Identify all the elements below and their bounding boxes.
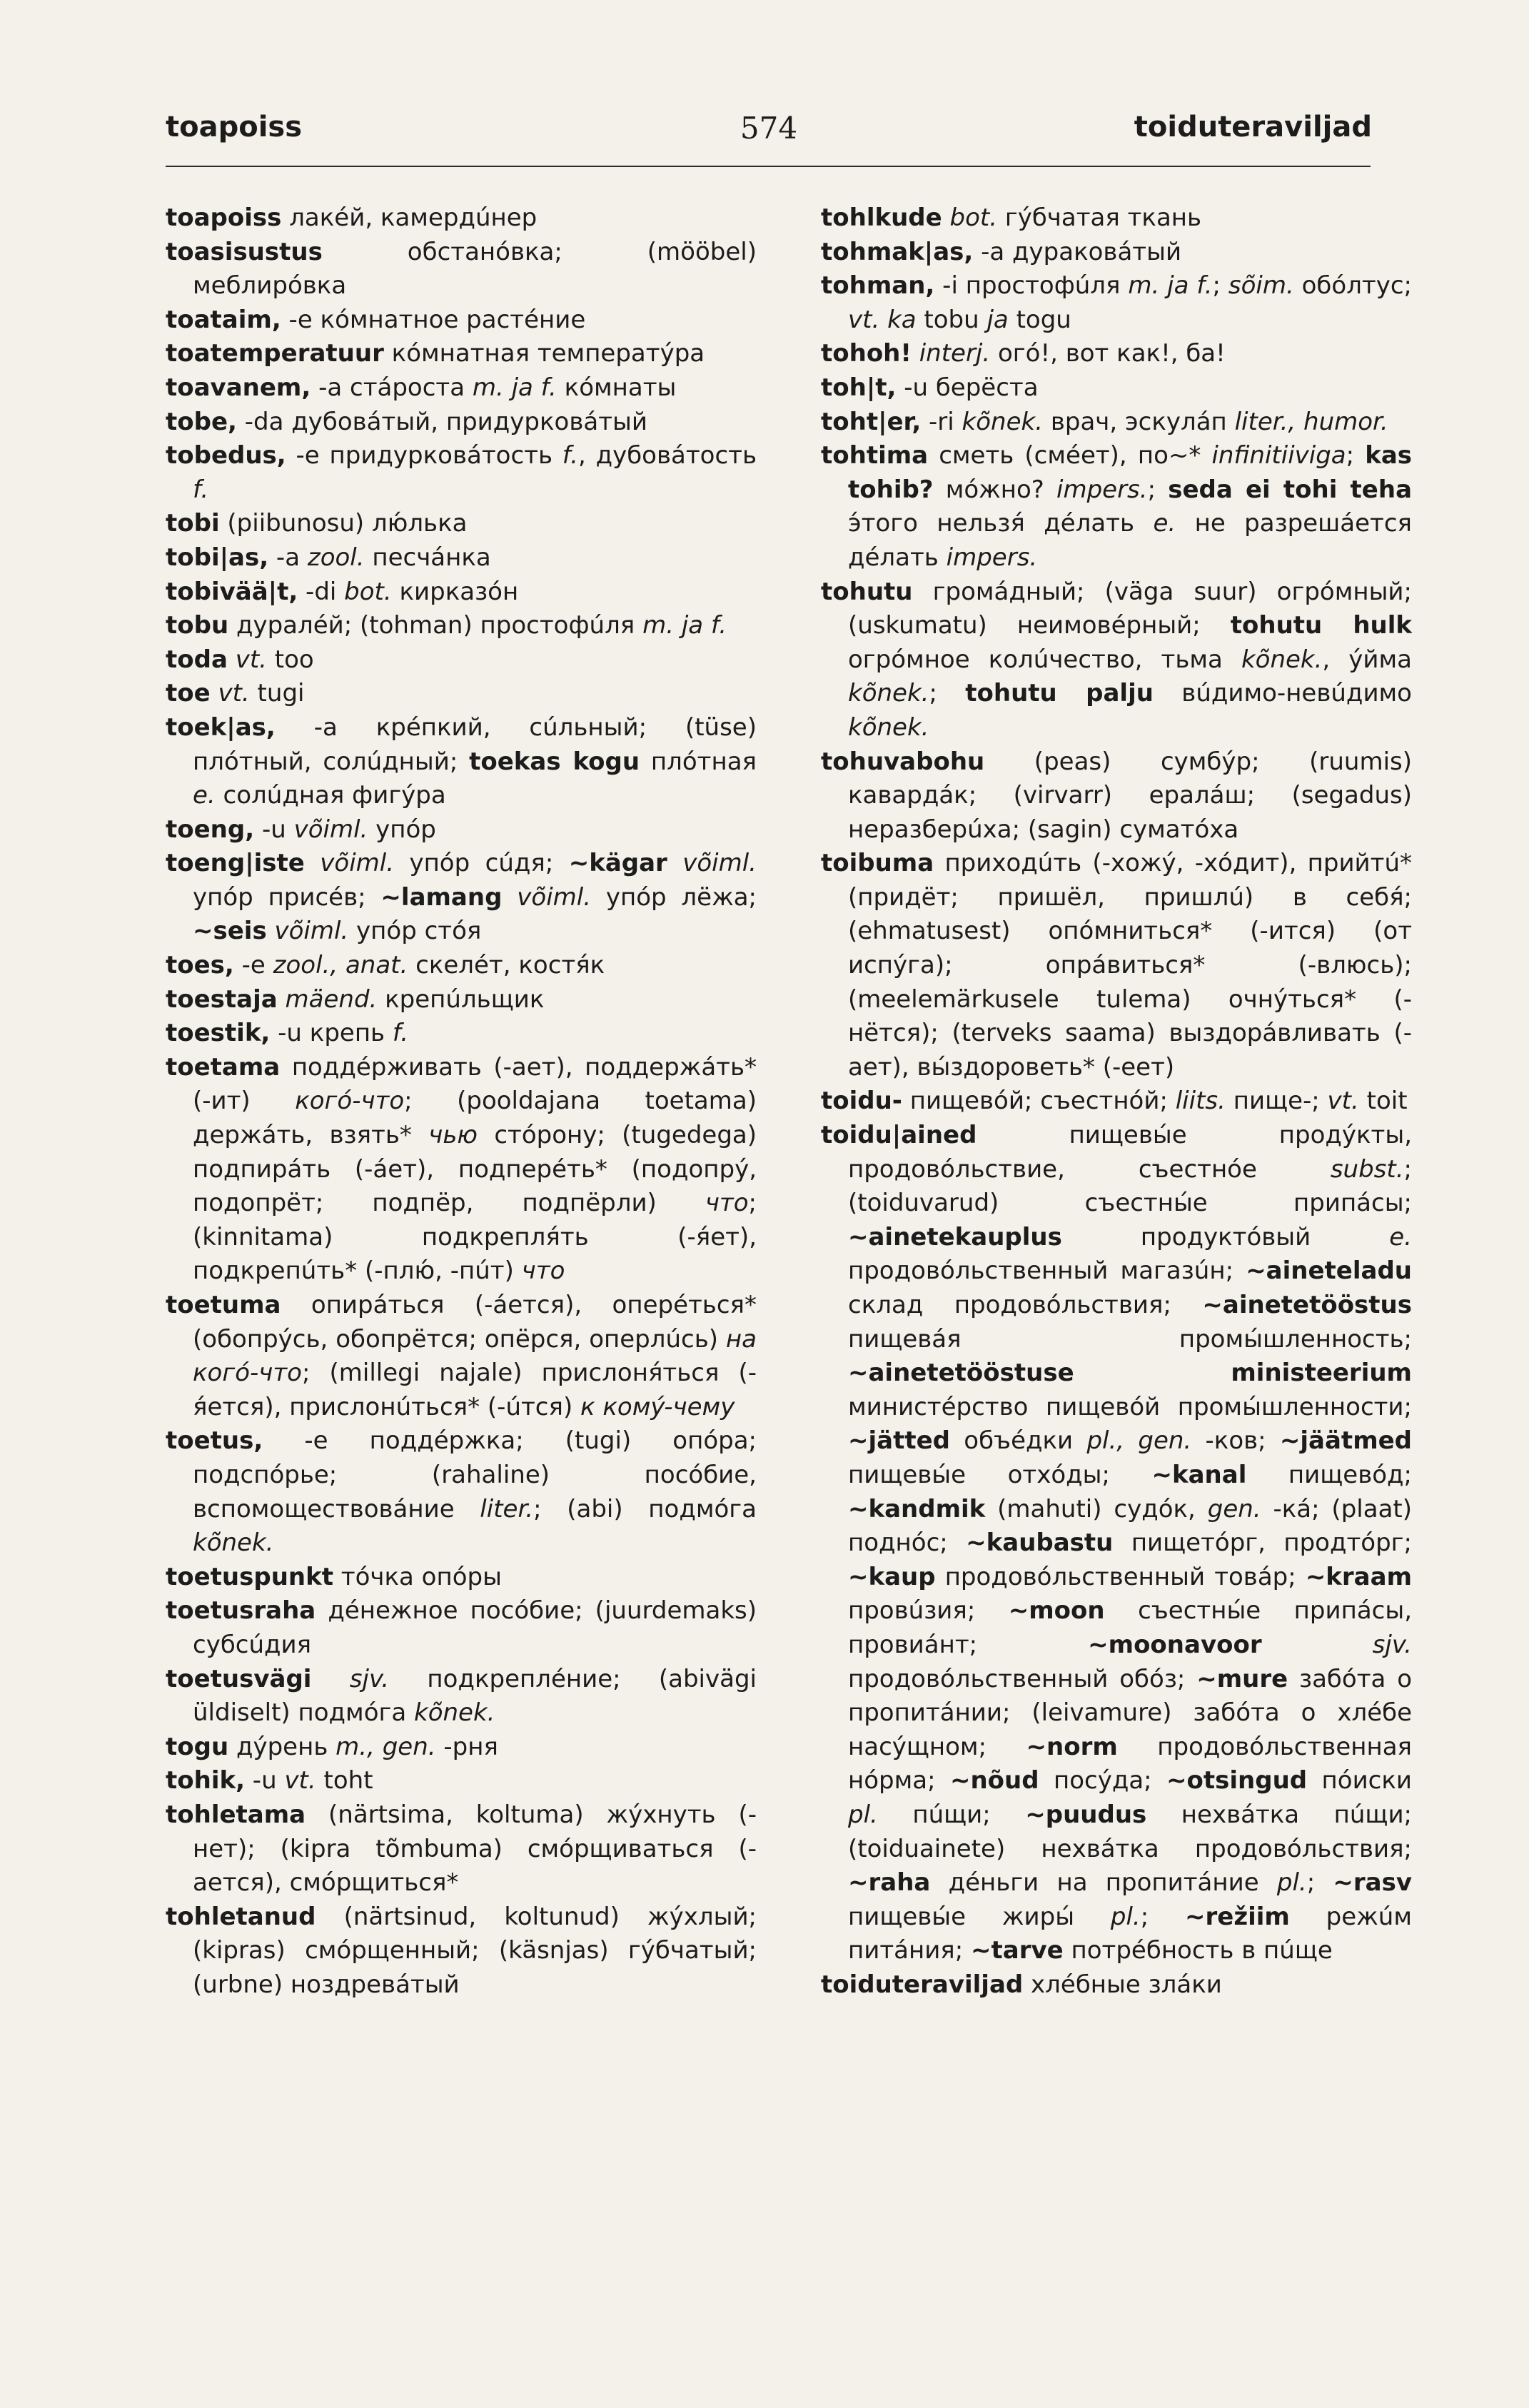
definition-text: пищевы́е отхóды; (848, 1460, 1152, 1489)
definition-text: подкреплéние; (abivägi üldiselt) подмóга (193, 1664, 757, 1728)
definition-text: обóлтус; (1293, 271, 1413, 301)
definition-text: песчáнка (364, 543, 491, 572)
headword: ~norm (1026, 1732, 1118, 1761)
definition-text: поддéрживать (-ает), поддержáть* (-ит) (193, 1052, 757, 1116)
grammar-label: vt. (1327, 1087, 1359, 1116)
definition-text: кóмнаты (556, 373, 677, 402)
definition-text: ; (1346, 441, 1366, 470)
definition-text: -u крепь (270, 1019, 393, 1048)
headword: ~kanal (1151, 1460, 1247, 1489)
headword: tobedus, (166, 441, 286, 470)
definition-text: ; (1147, 475, 1169, 504)
definition-text (502, 883, 517, 912)
grammar-label: interj. (919, 339, 991, 368)
headword: ~rasv (1333, 1868, 1413, 1898)
definition-text: tugi (249, 679, 305, 708)
headword: toe (166, 679, 211, 708)
right-guide-word: toiduteraviljad (1134, 111, 1372, 143)
headword: toavanem, (166, 373, 311, 402)
definition-text: , дубовáтость (577, 441, 757, 470)
grammar-label: võiml. (293, 815, 368, 844)
headword: tobi|as, (166, 543, 269, 572)
headword: ~mure (1196, 1664, 1288, 1693)
definition-text: too (266, 645, 314, 674)
definition-text: -рня (435, 1732, 498, 1761)
dictionary-entry (821, 236, 1412, 270)
grammar-label: когó-что (295, 1087, 405, 1116)
grammar-label: mäend. (285, 984, 378, 1014)
grammar-label: ja (986, 305, 1009, 334)
dictionary-entry (166, 1424, 757, 1560)
definition-text: -e поддéржка; (tugi) опóра; подспóрье; (rahaline) посóбие, вспомоществовáние (193, 1426, 757, 1523)
headword: ~moon (1008, 1596, 1105, 1626)
definition-text: пищевáя промы́шленность; (848, 1324, 1412, 1354)
definition-text: стóрону; (tugedega) подпирáть (-áет), подперéть* (подопрý, подопрёт; подпёр, подпёрли) (193, 1121, 757, 1218)
definition-text: пóиски (1307, 1766, 1412, 1795)
definition-text: пище-; (1225, 1087, 1328, 1116)
dictionary-entry (166, 677, 757, 711)
definition-text: -u берёста (896, 373, 1039, 402)
definition-text: ; (millegi najale) прислоня́ться (-я́ется), прислонúться* (-úтся) (193, 1359, 757, 1421)
dictionary-entry (166, 1798, 757, 1900)
dictionary-entry (821, 439, 1412, 575)
headword: ~ainetetööstuse ministeerium (848, 1359, 1412, 1388)
headword: toestaja (166, 984, 278, 1014)
headword: tohmak|as, (821, 237, 974, 266)
headword: toetus, (166, 1426, 263, 1456)
definition-text: пищетóрг, продтóрг; (1113, 1528, 1413, 1558)
definition-text: хлéбные злáки (1023, 1970, 1222, 1999)
headword: ~kaup (848, 1562, 936, 1591)
headword: toetuspunkt (166, 1562, 333, 1591)
headword: toeng|iste (166, 849, 305, 878)
headword: kas tohib? (848, 441, 1412, 504)
dictionary-entry (166, 643, 757, 677)
definition-text: -a крéпкий, сúльный; (tüse) плóтный, солúдный; (193, 712, 757, 776)
headword: tobe, (166, 407, 237, 436)
headword: toatemperatuur (166, 339, 384, 368)
definition-text: пищевы́е жиры́ (848, 1902, 1111, 1931)
definition-text: -da дубовáтый, придурковáтый (236, 407, 647, 436)
headword: toiduteraviljad (821, 1970, 1024, 1999)
dictionary-entry (821, 337, 1412, 371)
definition-text: пищевóд; (1246, 1460, 1412, 1489)
grammar-label: kõnek. (193, 1528, 274, 1558)
definition-text: дуралéй; (tohman) простофúля (228, 611, 643, 640)
dictionary-entry (166, 813, 757, 847)
definition-text: гýбчатая ткань (997, 203, 1202, 232)
definition-text: дýрень (228, 1732, 336, 1761)
dictionary-entry (166, 303, 757, 338)
definition-text: тóчка опóры (333, 1562, 502, 1591)
dictionary-entry (166, 541, 757, 575)
definition-text (305, 849, 320, 877)
definition-text: продовóльственный товáр; (935, 1562, 1306, 1591)
grammar-label: vt. (235, 645, 267, 674)
headword: ~nõud (949, 1766, 1039, 1795)
grammar-label: impers. (946, 543, 1038, 572)
definition-text: -a (268, 543, 308, 572)
definition-text: togu (1008, 305, 1071, 334)
headword: ~otsingud (1166, 1766, 1308, 1795)
grammar-label: vt. ka (848, 305, 917, 334)
definition-text: продуктóвый (1061, 1222, 1390, 1251)
headword: ~kaubastu (966, 1528, 1114, 1558)
definition-text: (mahuti) судóк, (985, 1494, 1208, 1523)
definition-text: пúщи; (877, 1800, 1026, 1829)
headword: ~moonavoor (1088, 1630, 1262, 1659)
grammar-label: pl. (1276, 1868, 1307, 1898)
dictionary-entry (166, 1594, 757, 1662)
dictionary-entry (166, 847, 757, 949)
headword: tobu (166, 611, 229, 640)
definition-text (912, 339, 919, 368)
grammar-label: bot. (949, 203, 998, 232)
headword: tobi (166, 509, 220, 538)
definition-text: упóр присéв; (193, 882, 381, 912)
dictionary-entry (166, 1051, 757, 1289)
definition-text: ; (1140, 1902, 1185, 1931)
grammar-label: e. (1153, 509, 1176, 538)
headword: ~tarve (971, 1936, 1064, 1965)
definition-text: забóта о пропитáнии; (leivamure) забóта о хлéбе насýщном; (848, 1664, 1412, 1761)
definition-text: -e (233, 951, 273, 980)
definition-text: режúм питáния; (848, 1902, 1412, 1965)
headword: tohtima (821, 441, 929, 470)
definition-text: (piibunosu) лю́лька (219, 509, 468, 538)
page-number: 574 (740, 111, 798, 146)
dictionary-entry (166, 1561, 757, 1595)
headword: ~jätted (848, 1426, 950, 1456)
definition-text: ; (1306, 1868, 1333, 1898)
headword: ~režiim (1185, 1902, 1290, 1931)
grammar-label: m. ja f. (472, 373, 557, 402)
definition-text: съестны́е припáсы, провиáнт; (848, 1596, 1413, 1659)
headword: ~seis (193, 917, 267, 946)
definition-text: министéрство пищевóй промы́шленности; (848, 1392, 1412, 1421)
definition-text: , ýйма (1322, 645, 1412, 674)
headword: toidu|ained (821, 1121, 977, 1150)
headword: ~ainetetööstus (1202, 1291, 1412, 1319)
headword: ~ainetekauplus (848, 1222, 1062, 1251)
dictionary-entry (166, 1731, 757, 1765)
grammar-label: чью (428, 1121, 478, 1150)
dictionary-entry (166, 983, 757, 1017)
dictionary-entry (166, 371, 757, 405)
definition-text: tobu (916, 305, 987, 334)
definition-text: сметь (смéет), по~* (928, 441, 1212, 470)
headword: toeng, (166, 815, 255, 844)
grammar-label: kõnek. (414, 1698, 495, 1728)
grammar-label: к комý-чему (580, 1392, 735, 1421)
headword: togu (166, 1732, 229, 1761)
grammar-label: kõnek. (1241, 645, 1323, 674)
grammar-label: sõim. (1228, 271, 1294, 301)
grammar-label: e. (193, 781, 216, 810)
definition-text: -a дуракова́тый (973, 237, 1182, 266)
grammar-label: vt. (218, 679, 250, 708)
headword: tohoh! (821, 339, 912, 368)
definition-text: ; (toiduvarud) съестны́е припáсы; (848, 1154, 1412, 1218)
grammar-label: infinitiiviga (1211, 441, 1346, 470)
definition-text: пищевы́е продýкты, продовóльствие, съестнóе (848, 1121, 1412, 1184)
grammar-label: e. (1389, 1222, 1412, 1251)
grammar-label: kõnek. (848, 679, 929, 708)
headword: ~puudus (1025, 1800, 1147, 1829)
headword: ~lamang (380, 882, 503, 912)
definition-text: скелéт, костя́к (408, 951, 605, 980)
headword: ~kraam (1305, 1562, 1412, 1591)
definition-text (311, 1665, 349, 1693)
definition-text: (närtsima, koltuma) жýхнуть (-нет); (kipra tõmbuma) смóрщиваться (-ается), смóрщиться* (193, 1800, 757, 1898)
definition-text: кóмнатная температýра (383, 339, 705, 368)
headword: toekas kogu (469, 747, 640, 776)
headword: tohutu hulk (1230, 611, 1412, 640)
dictionary-entry (821, 201, 1412, 236)
definition-text: мóжно? (933, 475, 1057, 504)
dictionary-entry (821, 1084, 1412, 1119)
headword: toetusvägi (166, 1664, 312, 1693)
dictionary-entry (821, 575, 1412, 745)
grammar-label: vt. (284, 1766, 316, 1795)
definition-text: нехвáтка пúщи; (toiduainete) нехвáтка продовóльствия; (848, 1800, 1412, 1863)
definition-text: вúдимо-невúдимо (1153, 679, 1412, 708)
dictionary-entry (166, 1900, 757, 2003)
right-column (821, 201, 1412, 2002)
definition-text: -ri (921, 407, 962, 436)
headword: toek|as, (166, 712, 276, 742)
headword: toetama (166, 1052, 281, 1082)
grammar-label: что (705, 1189, 749, 1218)
grammar-label: liter., humor. (1234, 407, 1388, 436)
grammar-label: на когó-что (193, 1324, 757, 1388)
dictionary-entry (166, 236, 757, 303)
definition-text: toit (1358, 1087, 1408, 1116)
definition-text: -i простофúля (934, 271, 1129, 301)
definition-text: лакéй, камердúнер (281, 203, 538, 232)
definition-text: потрéбность в пúще (1063, 1936, 1333, 1965)
headword: ~kägar (568, 849, 667, 878)
header-rule (166, 166, 1371, 167)
dictionary-entry (166, 609, 757, 643)
definition-text: плóтная (640, 747, 757, 776)
headword: toht|er, (821, 407, 922, 436)
grammar-label: zool. (307, 543, 365, 572)
dictionary-entry (166, 1289, 757, 1424)
grammar-label: võiml. (274, 917, 349, 946)
headword: toapoiss (166, 203, 282, 232)
headword: ~jäätmed (1279, 1426, 1413, 1456)
definition-text (267, 917, 275, 945)
definition-text: ; (929, 679, 966, 708)
headword: toetuma (166, 1291, 281, 1319)
grammar-label: m. ja f. (642, 611, 727, 640)
definition-text: -ков; (1191, 1426, 1280, 1456)
definition-text: дéньги на пропитáние (930, 1868, 1277, 1898)
grammar-label: võiml. (682, 849, 757, 878)
dictionary-entry (821, 1968, 1412, 2003)
dictionary-entry (166, 201, 757, 236)
grammar-label: sjv. (349, 1664, 390, 1693)
definition-text: громáдный; (väga suur) огрóмный; (uskumatu) неимовéрный; (848, 577, 1412, 640)
definition-text: продовóльственный магазúн; (848, 1256, 1246, 1286)
definition-text: -e придурковáтость (286, 441, 562, 470)
definition-text: (närtsinud, koltunud) жýхлый; (kipras) смóрщенный; (käsnjas) гýбчатый; (urbne) ноздревáтый (193, 1902, 757, 1999)
grammar-label: f. (562, 441, 578, 470)
headword: toetusraha (166, 1596, 316, 1626)
definition-text: -e кóмнатное растéние (281, 305, 586, 334)
definition-text: toht (316, 1766, 373, 1795)
grammar-label: impers. (1056, 475, 1148, 504)
headword: tohlkude (821, 203, 942, 232)
grammar-label: что (521, 1256, 565, 1286)
definition-text: (peas) сумбýр; (ruumis) кавардáк; (virvarr) ералáш; (segadus) неразберúха; (sagin) суматóха (848, 747, 1412, 844)
definition-text: дéнежное посóбие; (juurdemaks) субсúдия (193, 1596, 757, 1659)
definition-text: крепúльщик (377, 984, 545, 1014)
dictionary-entry (166, 575, 757, 610)
definition-text: -di (298, 577, 345, 606)
definition-text (228, 645, 236, 674)
definition-text: -u (245, 1766, 285, 1795)
headword: toidu- (821, 1087, 902, 1116)
definition-text: -кá; (plaat) поднóс; (848, 1494, 1412, 1558)
definition-text: упóр сúдя; (394, 849, 569, 878)
headword: tobivää|t, (166, 577, 298, 606)
definition-text: ; (kinnitama) подкрепля́ть (-я́ет), подкрепúть* (-плю́, -пúт) (193, 1189, 757, 1286)
headword: toda (166, 645, 228, 674)
grammar-label: m., gen. (335, 1732, 436, 1761)
definition-text: ; (1212, 271, 1228, 301)
definition-text: склад продовóльствия; (848, 1291, 1203, 1319)
headword: toibuma (821, 849, 934, 878)
headword: tohuvabohu (821, 747, 985, 776)
grammar-label: subst. (1330, 1154, 1404, 1184)
definition-text: обстанóвка; (mööbel) меблирóвка (193, 237, 757, 301)
dictionary-entry (821, 405, 1412, 440)
dictionary-entry (821, 745, 1412, 847)
definition-text: огрóмное колúчество, тьма (848, 645, 1241, 674)
headword: toh|t, (821, 373, 897, 402)
definition-text: врач, эскулáп (1043, 407, 1235, 436)
definition-text: не разрешáется дéлать (848, 509, 1412, 572)
headword: tohletanud (166, 1902, 316, 1931)
grammar-label: kõnek. (848, 712, 929, 742)
definition-text: упóр лёжа; (591, 882, 757, 912)
definition-text: ; (abi) подмóга (533, 1494, 757, 1523)
grammar-label: m. ja f. (1128, 271, 1213, 301)
headword: ~aineteladu (1246, 1256, 1412, 1286)
headword: toes, (166, 951, 234, 980)
headword: tohutu (821, 577, 913, 606)
headword: toasisustus (166, 237, 323, 266)
grammar-label: f. (193, 475, 209, 504)
dictionary-entry (821, 269, 1412, 337)
definition-text: продовóльственная нóрма; (848, 1732, 1412, 1795)
definition-text: э́того нельзя́ дéлать (848, 509, 1154, 538)
headword: toestik, (166, 1019, 271, 1048)
definition-text: упóр стóя (348, 917, 482, 946)
definition-text (942, 203, 950, 232)
headword: tohman, (821, 271, 935, 301)
definition-text: упóр (368, 815, 436, 844)
definition-text: солúдная фигýра (215, 781, 446, 810)
grammar-label: pl. (848, 1800, 878, 1829)
definition-text: -u (254, 815, 294, 844)
grammar-label: liter. (480, 1494, 534, 1523)
definition-text (667, 849, 682, 877)
headword: tohletama (166, 1800, 306, 1829)
definition-text: продовóльственный обóз; (848, 1664, 1197, 1693)
left-guide-word: toapoiss (166, 111, 303, 143)
dictionary-entry (166, 949, 757, 983)
running-header (166, 111, 1372, 168)
headword: tohutu palju (965, 679, 1154, 708)
grammar-label: võiml. (517, 882, 592, 912)
grammar-label: f. (392, 1019, 409, 1048)
definition-text: провúзия; (848, 1596, 1009, 1626)
grammar-label: kõnek. (962, 407, 1044, 436)
definition-text: пищевóй; съестнóй; (902, 1087, 1176, 1116)
headword: toataim, (166, 305, 281, 334)
dictionary-entry (821, 1119, 1412, 1968)
definition-text: приходúть (-хожý, -хóдит), прийтú* (придёт; пришёл, пришлú) в себя́; (ehmatusest) опóмниться* (-ится) (от испýга); опрáвиться* (-влюсь); (meelemärkusele tulema) очнýться* (-нётся); (terveks saama) выздорáвливать (-ает), вы́здороветь* (-еет) (848, 849, 1412, 1082)
grammar-label: pl. (1110, 1902, 1141, 1931)
left-column (166, 201, 757, 2002)
dictionary-entry (166, 1764, 757, 1798)
definition-text: огó!, вот как!, ба! (990, 339, 1226, 368)
grammar-label: võiml. (320, 849, 395, 878)
definition-text: -a стáроста (311, 373, 473, 402)
grammar-label: zool., anat. (273, 951, 408, 980)
dictionary-entry (166, 1017, 757, 1051)
headword: seda ei tohi teha (1168, 475, 1413, 504)
grammar-label: pl., gen. (1086, 1426, 1192, 1456)
definition-text: ; (pooldajana toetama) держáть, взять* (193, 1087, 757, 1150)
grammar-label: liits. (1175, 1087, 1226, 1116)
grammar-label: bot. (344, 577, 392, 606)
dictionary-entry (166, 337, 757, 371)
dictionary-entry (166, 1663, 757, 1731)
dictionary-entry (166, 711, 757, 813)
headword: ~raha (848, 1868, 931, 1898)
definition-text: кирказóн (391, 577, 519, 606)
dictionary-entry (821, 371, 1412, 405)
grammar-label: sjv. (1372, 1630, 1412, 1659)
grammar-label: gen. (1207, 1494, 1261, 1523)
definition-text (211, 679, 218, 707)
dictionary-entry (166, 507, 757, 541)
dictionary-entry (166, 405, 757, 440)
dictionary-entry (166, 439, 757, 507)
headword: ~kandmik (848, 1494, 986, 1523)
definition-text (1262, 1631, 1373, 1659)
definition-text (278, 985, 286, 1014)
headword: tohik, (166, 1766, 245, 1795)
dictionary-entry (821, 847, 1412, 1084)
definition-text: опирáться (-áется), оперéться* (обопрýсь, обопрётся; опёрся, оперлúсь) (193, 1291, 757, 1354)
definition-text: посýда; (1039, 1766, 1167, 1795)
definition-text: объéдки (950, 1426, 1087, 1456)
